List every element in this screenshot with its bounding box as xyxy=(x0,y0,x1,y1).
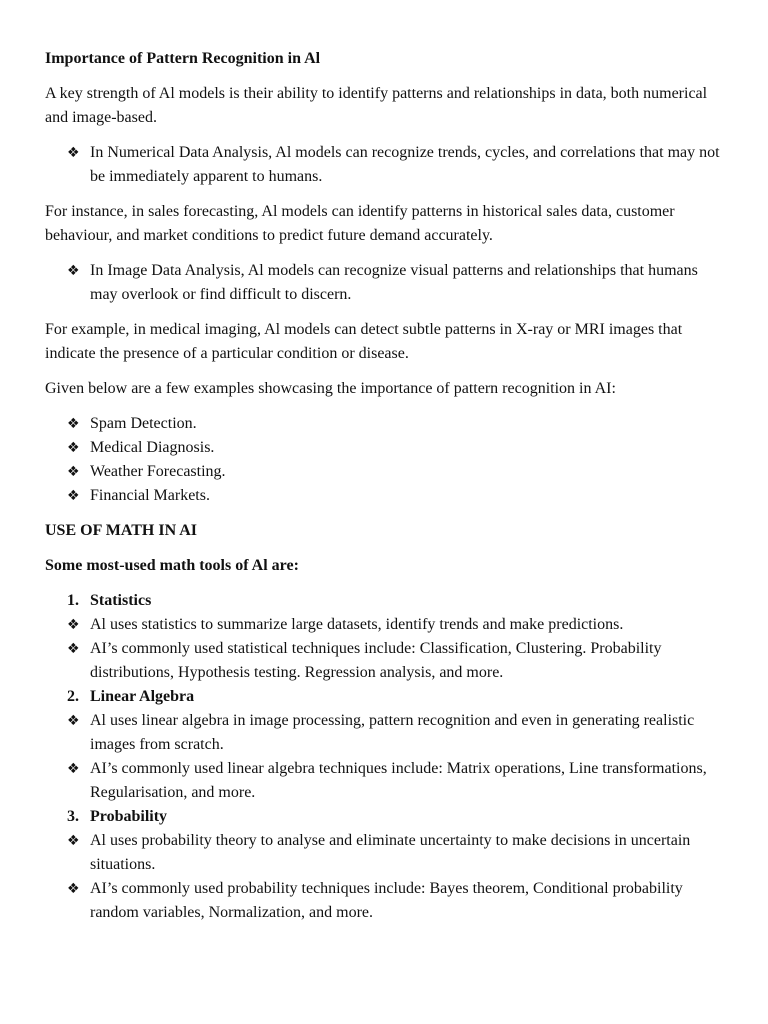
math-heading: USE OF MATH IN AI xyxy=(45,522,198,539)
list-item-text: Spam Detection. xyxy=(90,415,197,432)
list-item xyxy=(45,829,724,877)
tool-heading-probability xyxy=(45,805,724,829)
list-item xyxy=(45,757,724,805)
tool-heading-statistics xyxy=(45,589,724,613)
list-item xyxy=(45,460,724,484)
list-item-text: Al uses linear algebra in image processing, pattern recognition and even in generating realistic images from scratch. xyxy=(90,712,695,753)
list-item-text: In Numerical Data Analysis, Al models can recognize trends, cycles, and correlations that may not be immediately apparent to humans. xyxy=(90,144,720,185)
list-item-text: Al uses probability theory to analyse and eliminate uncertainty to make decisions in uncertain situations. xyxy=(90,832,691,873)
section-title: Importance of Pattern Recognition in Al xyxy=(45,50,321,67)
list-item xyxy=(45,637,724,685)
examples-list xyxy=(45,412,724,508)
numerical-bullet-list xyxy=(45,141,724,189)
tools-heading: Some most-used math tools of Al are: xyxy=(45,557,299,574)
tool-name: Linear Algebra xyxy=(90,688,195,705)
tool-heading-linear-algebra xyxy=(45,685,724,709)
statistics-points xyxy=(45,613,724,685)
diamond-bullet-icon: ❖ xyxy=(67,416,80,432)
examples-paragraph: Given below are a few examples showcasing the importance of pattern recognition in AI: xyxy=(45,380,616,397)
diamond-bullet-icon: ❖ xyxy=(67,464,80,480)
diamond-bullet-icon: ❖ xyxy=(67,145,80,161)
diamond-bullet-icon: ❖ xyxy=(67,263,80,279)
tool-number: 1. xyxy=(67,592,79,609)
list-item xyxy=(45,613,724,637)
list-item xyxy=(45,484,724,508)
tool-name: Probability xyxy=(90,808,168,825)
list-item-text: Weather Forecasting. xyxy=(90,463,226,480)
list-item xyxy=(45,412,724,436)
probability-points xyxy=(45,829,724,925)
list-item-text: Medical Diagnosis. xyxy=(90,439,215,456)
tool-number: 2. xyxy=(67,688,79,705)
list-item-text: Al uses statistics to summarize large datasets, identify trends and make predictions. xyxy=(90,616,624,633)
intro-paragraph: A key strength of Al models is their ability to identify patterns and relationships in data, both numerical and image-based. xyxy=(45,85,708,126)
list-item xyxy=(45,436,724,460)
list-item xyxy=(45,259,724,307)
list-item-text: AI’s commonly used probability techniques include: Bayes theorem, Conditional probability random variables, Normalization, and more. xyxy=(90,880,683,921)
image-bullet-list xyxy=(45,259,724,307)
diamond-bullet-icon: ❖ xyxy=(67,641,80,657)
sales-paragraph: For instance, in sales forecasting, Al models can identify patterns in historical sales data, customer behaviour, and market conditions to predict future demand accurately. xyxy=(45,203,675,244)
list-item xyxy=(45,141,724,189)
list-item-text: Financial Markets. xyxy=(90,487,210,504)
list-item xyxy=(45,877,724,925)
medical-paragraph: For example, in medical imaging, Al models can detect subtle patterns in X-ray or MRI images that indicate the presence of a particular condition or disease. xyxy=(45,321,683,362)
tool-number: 3. xyxy=(67,808,79,825)
math-tools-list xyxy=(45,589,724,925)
diamond-bullet-icon: ❖ xyxy=(67,881,80,897)
diamond-bullet-icon: ❖ xyxy=(67,488,80,504)
diamond-bullet-icon: ❖ xyxy=(67,761,80,777)
diamond-bullet-icon: ❖ xyxy=(67,713,80,729)
list-item-text: AI’s commonly used linear algebra techniques include: Matrix operations, Line transformations, Regularisation, and more. xyxy=(90,760,707,801)
list-item xyxy=(45,709,724,757)
diamond-bullet-icon: ❖ xyxy=(67,440,80,456)
diamond-bullet-icon: ❖ xyxy=(67,617,80,633)
diamond-bullet-icon: ❖ xyxy=(67,833,80,849)
list-item-text: AI’s commonly used statistical techniques include: Classification, Clustering. Probability distributions, Hypothesis testing. Regression analysis, and more. xyxy=(90,640,662,681)
linear-algebra-points xyxy=(45,709,724,805)
tool-name: Statistics xyxy=(90,592,152,609)
list-item-text: In Image Data Analysis, Al models can recognize visual patterns and relationships that humans may overlook or find difficult to discern. xyxy=(90,262,698,303)
